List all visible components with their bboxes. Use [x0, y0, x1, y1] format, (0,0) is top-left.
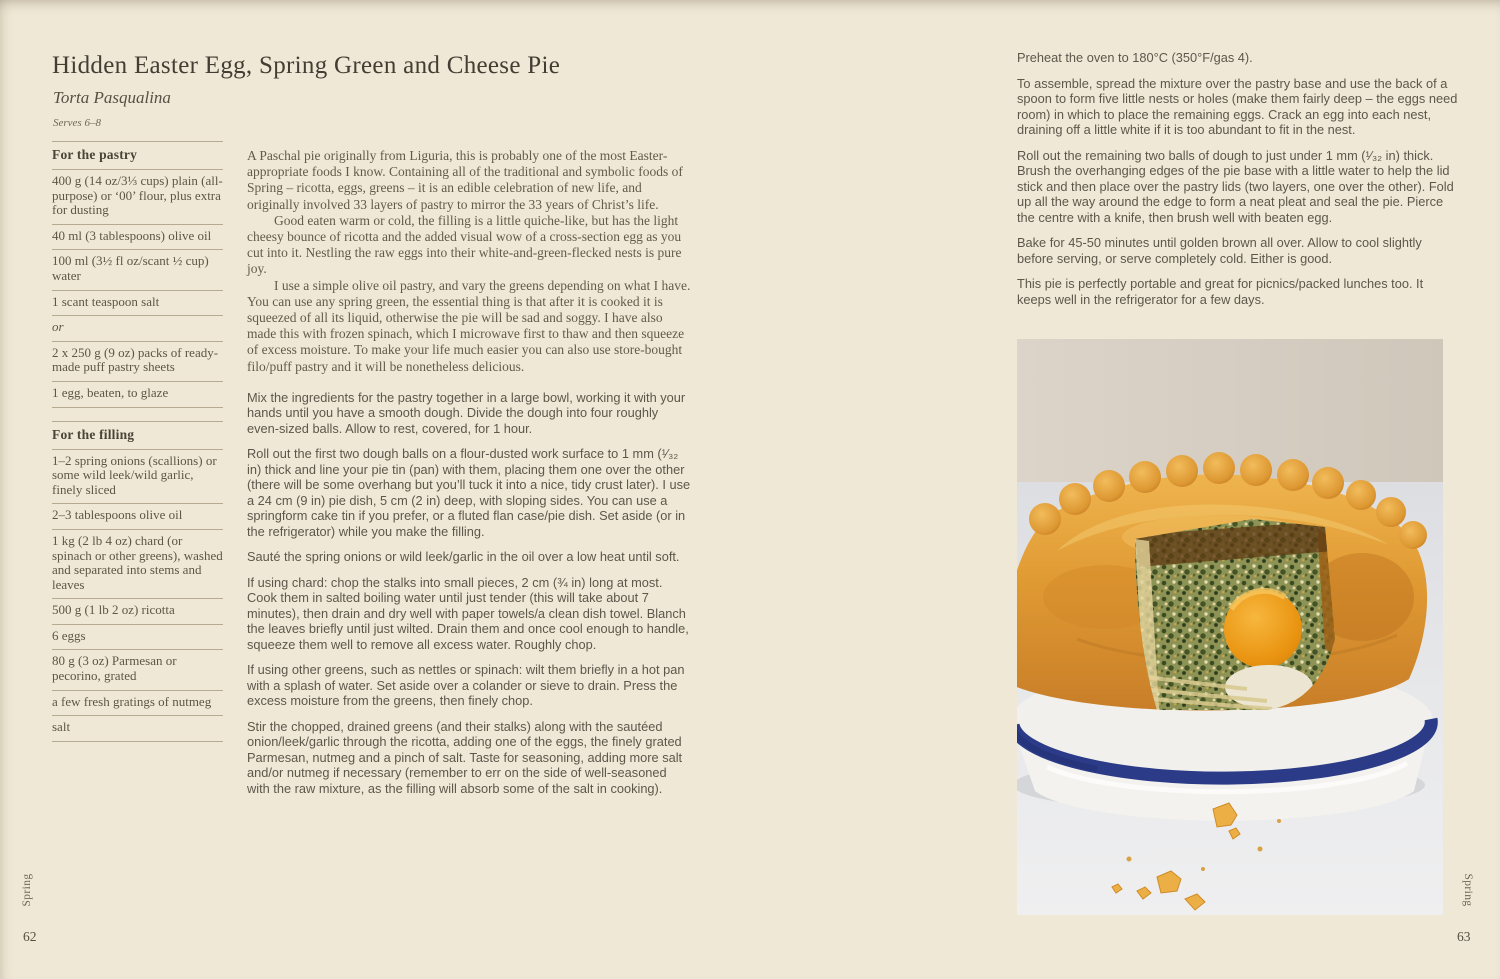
method-paragraph: Sauté the spring onions or wild leek/garlic in the oil over a low heat until soft.: [247, 549, 680, 565]
ingredient-item: 1 kg (2 lb 4 oz) chard (or spinach or other greens), washed and separated into stems and leaves: [52, 530, 223, 599]
method-paragraph: To assemble, spread the mixture over the pastry base and use the back of a spoon to form five little nests or holes (make them fairly deep – the eggs need room) in which to place the remaining eggs. Crack an egg into each nest, draining off a little white if it is too abundant to fit in the nest.: [1017, 75, 1458, 137]
chapter-label-spring-right: Spring: [1462, 873, 1474, 907]
method-paragraph: Preheat the oven to 180°C (350°F/gas 4).: [1017, 50, 1253, 65]
pie-photo: [1017, 339, 1443, 915]
method-paragraph: Roll out the remaining two balls of dough to just under 1 mm (¹⁄₃₂ in) thick. Brush the overhanging edges of the pie base with a little water to help the lid stick and then place over the pastry lids (two layers, one over the other). Fold up all the way around the edge to form a neat pleat and seal the pie. Pierce the centre with a knife, then brush well with beaten egg.: [1017, 147, 1454, 225]
ingredient-item: 100 ml (3½ fl oz/scant ½ cup) water: [52, 250, 223, 290]
pastry-ingredient-list: [52, 170, 223, 408]
ingredient-item: 2 x 250 g (9 oz) packs of ready-made puff pastry sheets: [52, 342, 223, 382]
ingredient-item: 1–2 spring onions (scallions) or some wild leek/wild garlic, finely sliced: [52, 450, 223, 505]
method-paragraph: Stir the chopped, drained greens (and their stalks) along with the sautéed onion/leek/garlic through the ricotta, adding one of the eggs, the finely grated Parmesan, nutmeg and a pinch of salt. Taste for seasoning, adding more salt and/or nutmeg if necessary (remember to err on the side of well-seasoned with the raw mixture, as the filling will absorb some of the salt in cooking).: [247, 718, 683, 796]
method-paragraph: Bake for 45-50 minutes until golden brown all over. Allow to cool slightly before serving, or serve completely cold. Either is good.: [1017, 235, 1422, 266]
ingredient-item: a few fresh gratings of nutmeg: [52, 691, 223, 717]
intro-paragraph: A Paschal pie originally from Liguria, this is probably one of the most Easter-appropriate foods I know. Containing all of the traditional and symbolic foods of Spring – ricotta, eggs, greens – it is an edible celebration of new life, and originally involved 33 layers of pastry to mirror the 33 years of Christ’s life.: [247, 148, 683, 212]
recipe-body-column: [247, 148, 692, 806]
recipe-introduction: [247, 148, 692, 375]
filling-ingredients-section: [52, 421, 223, 742]
method-paragraph: If using other greens, such as nettles or spinach: wilt them briefly in a hot pan with a splash of water. Set aside over a colander or sieve to drain. Press the excess moisture from the greens, then finely chop.: [247, 662, 685, 709]
method-paragraph: If using chard: chop the stalks into small pieces, 2 cm (¾ in) long at most. Cook them in salted boiling water until just tender (this will take about 7 minutes), then drain and dry well with paper towels/a clean dish towel. Blanch the leaves briefly until just wilted. Drain them and once cool enough to handle, squeeze them well to remove all excess water. Roughly chop.: [247, 574, 689, 652]
filling-heading: For the filling: [52, 422, 223, 450]
ingredient-item: or: [52, 316, 223, 342]
ingredient-item: salt: [52, 716, 223, 742]
filling-ingredient-list: [52, 450, 223, 742]
ingredient-item: 1 scant teaspoon salt: [52, 291, 223, 317]
method-paragraph: Roll out the first two dough balls on a flour-dusted work surface to 1 mm (¹⁄₃₂ in) thick and line your pie tin (pan) with them, placing them one over the other (there will be some overhang but you’ll tuck it into a nice, tidy crust later). I use a 24 cm (9 in) pie dish, 5 cm (2 in) deep, with sloping sides. You can use a springform cake tin if you prefer, or a fluted flan case/pie dish. Set aside (or in the refrigerator) while you make the filling.: [247, 446, 691, 539]
ingredient-item: 2–3 tablespoons olive oil: [52, 504, 223, 530]
pastry-ingredients-section: [52, 141, 223, 408]
recipe-title: Hidden Easter Egg, Spring Green and Cheese Pie: [52, 52, 561, 79]
ingredient-item: 500 g (1 lb 2 oz) ricotta: [52, 599, 223, 625]
method-steps-right: [1017, 50, 1460, 317]
serves-note: Serves 6–8: [53, 117, 101, 129]
method-paragraph: This pie is perfectly portable and great for picnics/packed lunches too. It keeps well in the refrigerator for a few days.: [1017, 276, 1424, 307]
page-number-right: 63: [1457, 929, 1471, 944]
ingredient-item: 400 g (14 oz/3⅓ cups) plain (all-purpose) or ‘00’ flour, plus extra for dusting: [52, 170, 223, 225]
ingredient-item: 1 egg, beaten, to glaze: [52, 382, 223, 408]
pastry-heading: For the pastry: [52, 142, 223, 170]
method-steps-left: [247, 390, 692, 797]
ingredient-item: 6 eggs: [52, 625, 223, 651]
pie-illustration: [1017, 339, 1443, 915]
method-paragraph: Mix the ingredients for the pastry together in a large bowl, working it with your hands until you have a smooth dough. Divide the dough into four roughly even-sized balls. Allow to rest, covered, for 1 hour.: [247, 389, 686, 436]
intro-paragraph: Good eaten warm or cold, the filling is a little quiche-like, but has the light cheesy bounce of ricotta and the added visual wow of a cross-section egg as you cut into it. Nestling the raw eggs into their white-and-green-flecked nests is pure joy.: [247, 212, 682, 277]
ingredients-column: [52, 141, 223, 742]
ingredient-item: 40 ml (3 tablespoons) olive oil: [52, 225, 223, 251]
recipe-subtitle: Torta Pasqualina: [53, 88, 171, 107]
chapter-label-spring-left: Spring: [21, 873, 33, 907]
ingredient-item: 80 g (3 oz) Parmesan or pecorino, grated: [52, 650, 223, 690]
page-number-left: 62: [23, 929, 37, 944]
intro-paragraph: I use a simple olive oil pastry, and vary the greens depending on what I have. You can use any spring green, the essential thing is that after it is cooked it is squeezed of all its liquid, otherwise the pie will be sad and soggy. I have also made this with frozen spinach, which I microwave first to thaw and then squeeze of excess moisture. To make your life much easier you can also use store-bought filo/puff pastry and it will be nonetheless delicious.: [247, 277, 691, 374]
